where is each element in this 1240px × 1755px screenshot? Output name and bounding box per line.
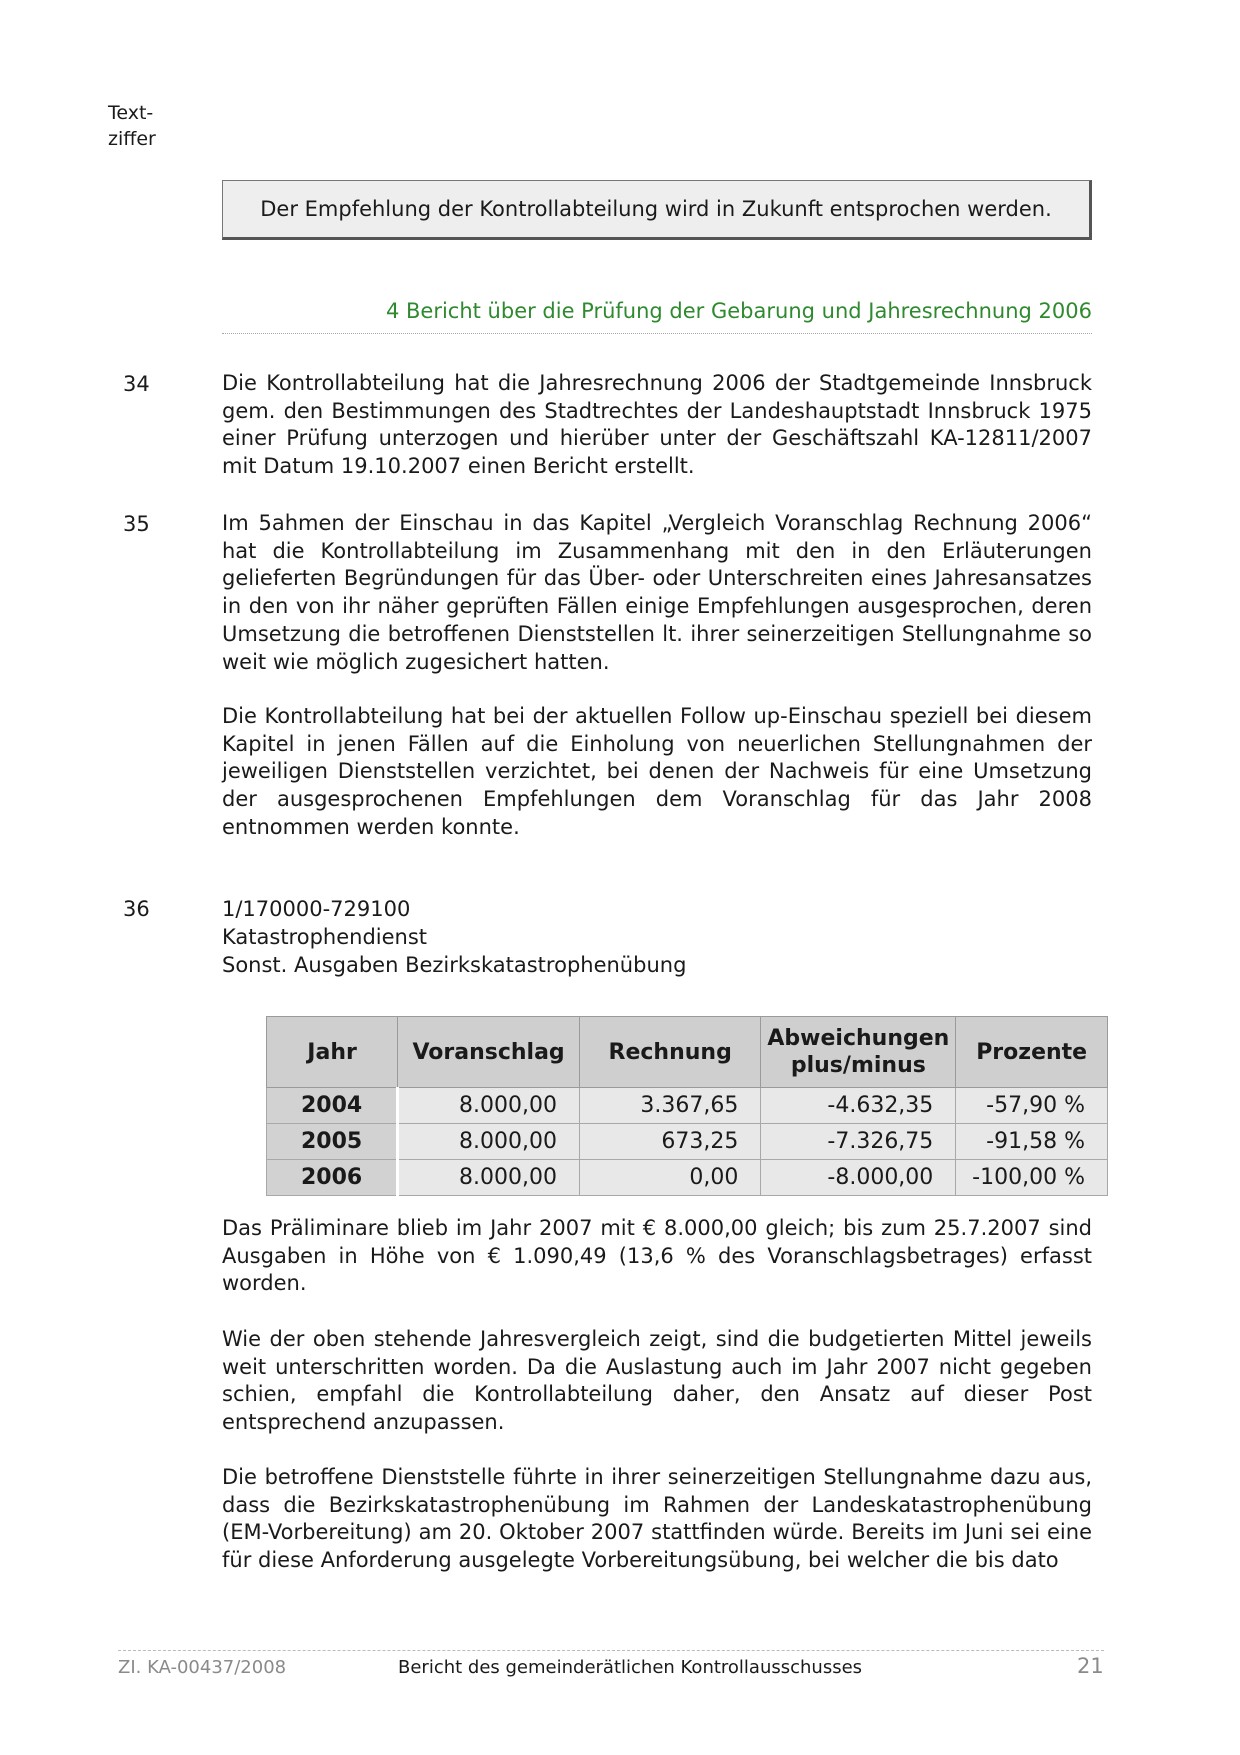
paragraph-35: Im 5ahmen der Einschau in das Kapitel „Vergleich Voranschlag Rechnung 2006“ hat die Kontrollabteilung im Zusammenhang mit den in den Erläuterungen gelieferten Begründungen für das Über- oder Unterschreiten eines Jahresansatzes in den von ihr näher geprüften Fällen einige Empfehlungen ausgesprochen, deren Umsetzung die betroffenen Dienststellen lt. ihrer seinerzeitigen Stellungnahme so weit wie möglich zugesichert hatten. (222, 511, 1092, 674)
table-row (267, 1160, 1108, 1196)
paragraph-number-36: 36 (123, 897, 150, 921)
paragraph-36-budget-note: Das Präliminare blieb im Jahr 2007 mit € 8.000,00 gleich; bis zum 25.7.2007 sind Ausgaben in Höhe von € 1.090,49 (13,6 % des Voranschlagsbetrages) erfasst worden. (222, 1216, 1092, 1296)
paragraph-34: Die Kontrollabteilung hat die Jahresrechnung 2006 der Stadtgemeinde Innsbruck gem. den Bestimmungen des Stadtrechtes der Landeshauptstadt Innsbruck 1975 einer Prüfung unterzogen und hierüber unter der Geschäftszahl KA-12811/2007 mit Datum 19.10.2007 einen Bericht erstellt. (222, 371, 1092, 479)
table-cell-deviation: -7.326,75 (761, 1124, 956, 1160)
table-cell-actual: 673,25 (579, 1124, 760, 1160)
table-cell-estimate: 8.000,00 (398, 1160, 580, 1196)
budget-item-heading (222, 895, 1092, 979)
margin-label-line1: Text- (108, 102, 154, 124)
budget-item-description: Sonst. Ausgaben Bezirkskatastrophenübung (222, 953, 687, 977)
budget-item-department: Katastrophendienst (222, 925, 428, 949)
page-number: 21 (1077, 1654, 1104, 1678)
budget-comparison-table (266, 1016, 1108, 1196)
paragraph-36-response: Die betroffene Dienststelle führte in ihrer seinerzeitigen Stellungnahme dazu aus, dass die Bezirkskatastrophenübung im Rahmen der Landeskatastrophenübung (EM-Vorbereitung) am 20. Oktober 2007 stattfinden würde. Bereits im Juni sei eine für diese Anforderung ausgelegte Vorbereitungsübung, bei welcher die bis dato (222, 1465, 1092, 1573)
table-cell-percent: -57,90 % (956, 1088, 1108, 1124)
table-cell-year: 2004 (267, 1088, 398, 1124)
table-header-row (267, 1017, 1108, 1088)
paragraph-number-35: 35 (123, 512, 150, 536)
table-cell-deviation: -8.000,00 (761, 1160, 956, 1196)
table-header-estimate: Voranschlag (398, 1017, 580, 1088)
table-cell-deviation: -4.632,35 (761, 1088, 956, 1124)
table-header-actual: Rechnung (579, 1017, 760, 1088)
paragraph-35-continued: Die Kontrollabteilung hat bei der aktuellen Follow up-Einschau speziell bei diesem Kapitel in jenen Fällen auf die Einholung von neuerlichen Stellungnahmen der jeweiligen Dienststellen verzichtet, bei denen der Nachweis für eine Umsetzung der ausgesprochenen Empfehlungen dem Voranschlag für das Jahr 2008 entnommen werden konnte. (222, 704, 1092, 839)
table-cell-actual: 0,00 (579, 1160, 760, 1196)
paragraph-number-34: 34 (123, 372, 150, 396)
paragraph-36-recommendation: Wie der oben stehende Jahresvergleich zeigt, sind die budgetierten Mittel jeweils weit unterschritten worden. Da die Auslastung auch im Jahr 2007 nicht gegeben schien, empfahl die Kontrollabteilung daher, den Ansatz auf dieser Post entsprechend anzupassen. (222, 1327, 1092, 1435)
footer-reference: ZI. KA-00437/2008 (118, 1657, 287, 1678)
budget-item-code: 1/170000-729100 (222, 897, 411, 921)
table-cell-year: 2005 (267, 1124, 398, 1160)
callout-box (222, 180, 1092, 240)
margin-label (108, 100, 156, 152)
footer-title: Bericht des gemeinderätlichen Kontrollausschusses (398, 1657, 863, 1678)
table-cell-percent: -100,00 % (956, 1160, 1108, 1196)
section-title: 4 Bericht über die Prüfung der Gebarung und Jahresrechnung 2006 (222, 299, 1092, 334)
table-header-deviation: Abweichungen plus/minus (761, 1017, 956, 1088)
table-cell-percent: -91,58 % (956, 1124, 1108, 1160)
table-header-year: Jahr (267, 1017, 398, 1088)
callout-text: Der Empfehlung der Kontrollabteilung wird in Zukunft entsprochen werden. (260, 197, 1052, 221)
table-cell-estimate: 8.000,00 (398, 1088, 580, 1124)
table-header-percent: Prozente (956, 1017, 1108, 1088)
table-cell-estimate: 8.000,00 (398, 1124, 580, 1160)
table-cell-year: 2006 (267, 1160, 398, 1196)
footer-divider (118, 1650, 1104, 1651)
margin-label-line2: ziffer (108, 128, 156, 150)
table-row (267, 1124, 1108, 1160)
table-cell-actual: 3.367,65 (579, 1088, 760, 1124)
table-row (267, 1088, 1108, 1124)
